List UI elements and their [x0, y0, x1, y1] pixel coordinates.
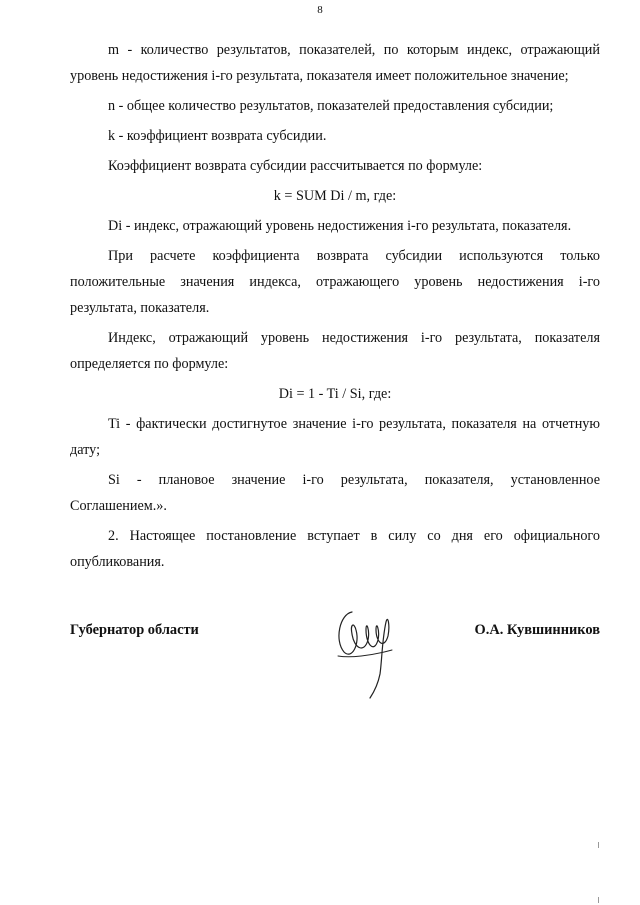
paragraph-si-definition: Si - плановое значение i-го результата, показателя, установленное Соглашением.».: [70, 472, 600, 514]
signatory-name: О.А. Кувшинников: [474, 622, 600, 638]
page-number: 8: [317, 4, 323, 16]
paragraph-k-definition: k - коэффициент возврата субсидии.: [108, 128, 327, 144]
paragraph-di-definition: Di - индекс, отражающий уровень недостижения i-го результата, показателя.: [108, 218, 572, 234]
paragraph-index-intro: Индекс, отражающий уровень недостижения i-го результата, показателя определяется по формуле:: [70, 330, 600, 372]
signature-block: [70, 622, 600, 652]
paragraph-ti-definition: Ti - фактически достигнутое значение i-го результата, показателя на отчетную дату;: [70, 416, 600, 458]
paragraph-effective-date: 2. Настоящее постановление вступает в силу со дня его официального опубликования.: [70, 528, 600, 570]
formula-k: k = SUM Di / m, где:: [273, 188, 397, 204]
paragraph-positive-values: При расчете коэффициента возврата субсидии используются только положительные значения индекса, отражающего уровень недостижения i-го результата, показателя.: [70, 248, 600, 316]
paragraph-formula-intro: Коэффициент возврата субсидии рассчитывается по формуле:: [108, 158, 483, 174]
signatory-title: Губернатор области: [70, 622, 199, 638]
paragraph-m-definition: m - количество результатов, показателей, по которым индекс, отражающий уровень недостижения i-го результата, показателя имеет положительное значение;: [70, 42, 600, 84]
paragraph-n-definition: n - общее количество результатов, показателей предоставления субсидии;: [108, 98, 554, 114]
scan-mark: [598, 842, 599, 848]
document-body: [70, 37, 600, 575]
scan-mark: [598, 897, 599, 903]
formula-di: Di = 1 - Ti / Si, где:: [278, 386, 392, 402]
